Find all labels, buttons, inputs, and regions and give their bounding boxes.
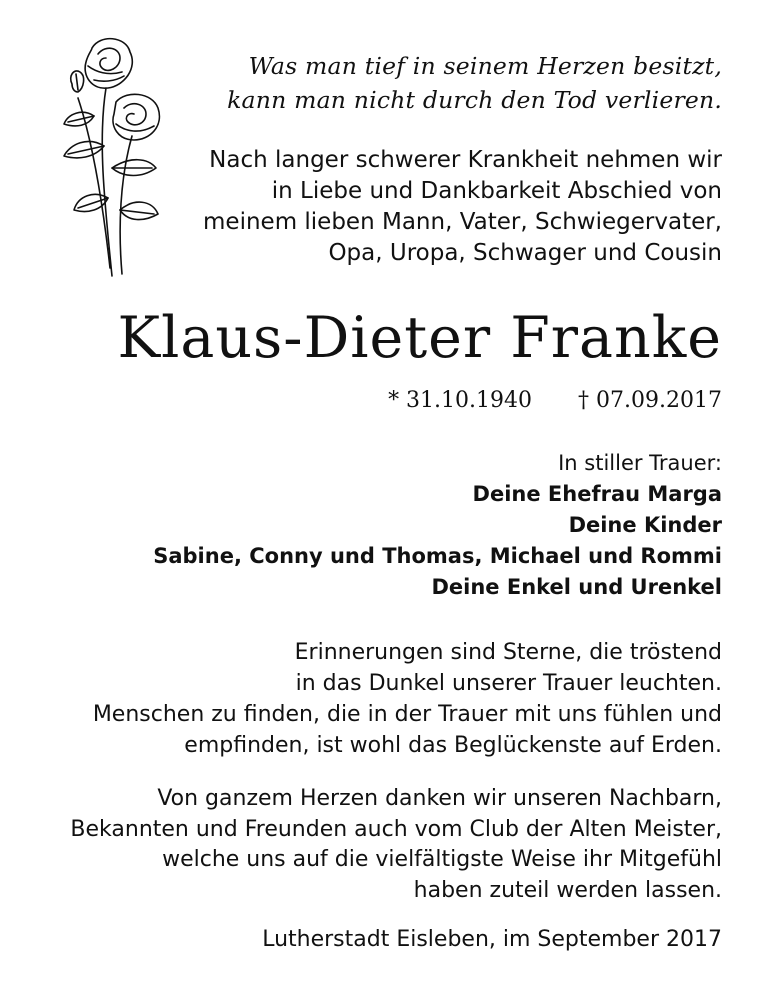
quote bbox=[227, 49, 722, 117]
gratitude-line: Bekannten und Freunden auch vom Club der Alten Meister, bbox=[70, 816, 722, 842]
verse-line: Menschen zu finden, die in der Trauer mit uns fühlen und bbox=[92, 702, 722, 727]
memorial-verse bbox=[93, 637, 722, 761]
intro-line: meinem lieben Mann, Vater, Schwiegervater, bbox=[203, 209, 722, 235]
mourner-line: Sabine, Conny und Thomas, Michael und Rommi bbox=[153, 544, 722, 568]
verse-line: Erinnerungen sind Sterne, die tröstend bbox=[294, 640, 722, 665]
intro-line: Opa, Uropa, Schwager und Cousin bbox=[328, 240, 722, 266]
birth-date: * 31.10.1940 bbox=[388, 388, 533, 413]
intro-line: Nach langer schwerer Krankheit nehmen wir bbox=[209, 147, 722, 173]
gratitude-line: haben zuteil werden lassen. bbox=[413, 877, 722, 903]
mourner-line: Deine Enkel und Urenkel bbox=[431, 575, 722, 599]
gratitude-text bbox=[70, 784, 722, 906]
verse-line: in das Dunkel unserer Trauer leuchten. bbox=[295, 671, 722, 696]
rose-illustration-icon bbox=[48, 28, 168, 280]
intro-text bbox=[203, 145, 722, 269]
mourner-line: Deine Ehefrau Marga bbox=[472, 482, 722, 506]
gratitude-line: welche uns auf die vielfältigste Weise ihr Mitgefühl bbox=[162, 847, 722, 872]
verse-line: empfinden, ist wohl das Beglückenste auf Erden. bbox=[184, 733, 722, 758]
death-date: † 07.09.2017 bbox=[578, 388, 722, 413]
mourner-line: Deine Kinder bbox=[568, 513, 722, 537]
place-and-date: Lutherstadt Eisleben, im September 2017 bbox=[262, 927, 722, 952]
quote-line: kann man nicht durch den Tod verlieren. bbox=[227, 86, 722, 114]
mourning-heading: In stiller Trauer: bbox=[558, 451, 722, 475]
intro-line: in Liebe und Dankbarkeit Abschied von bbox=[271, 178, 722, 204]
life-dates bbox=[388, 385, 722, 417]
mourners bbox=[153, 448, 722, 603]
quote-line: Was man tief in seinem Herzen besitzt, bbox=[248, 52, 722, 80]
deceased-name: Klaus-Dieter Franke bbox=[117, 305, 722, 371]
gratitude-line: Von ganzem Herzen danken wir unseren Nachbarn, bbox=[157, 786, 722, 811]
